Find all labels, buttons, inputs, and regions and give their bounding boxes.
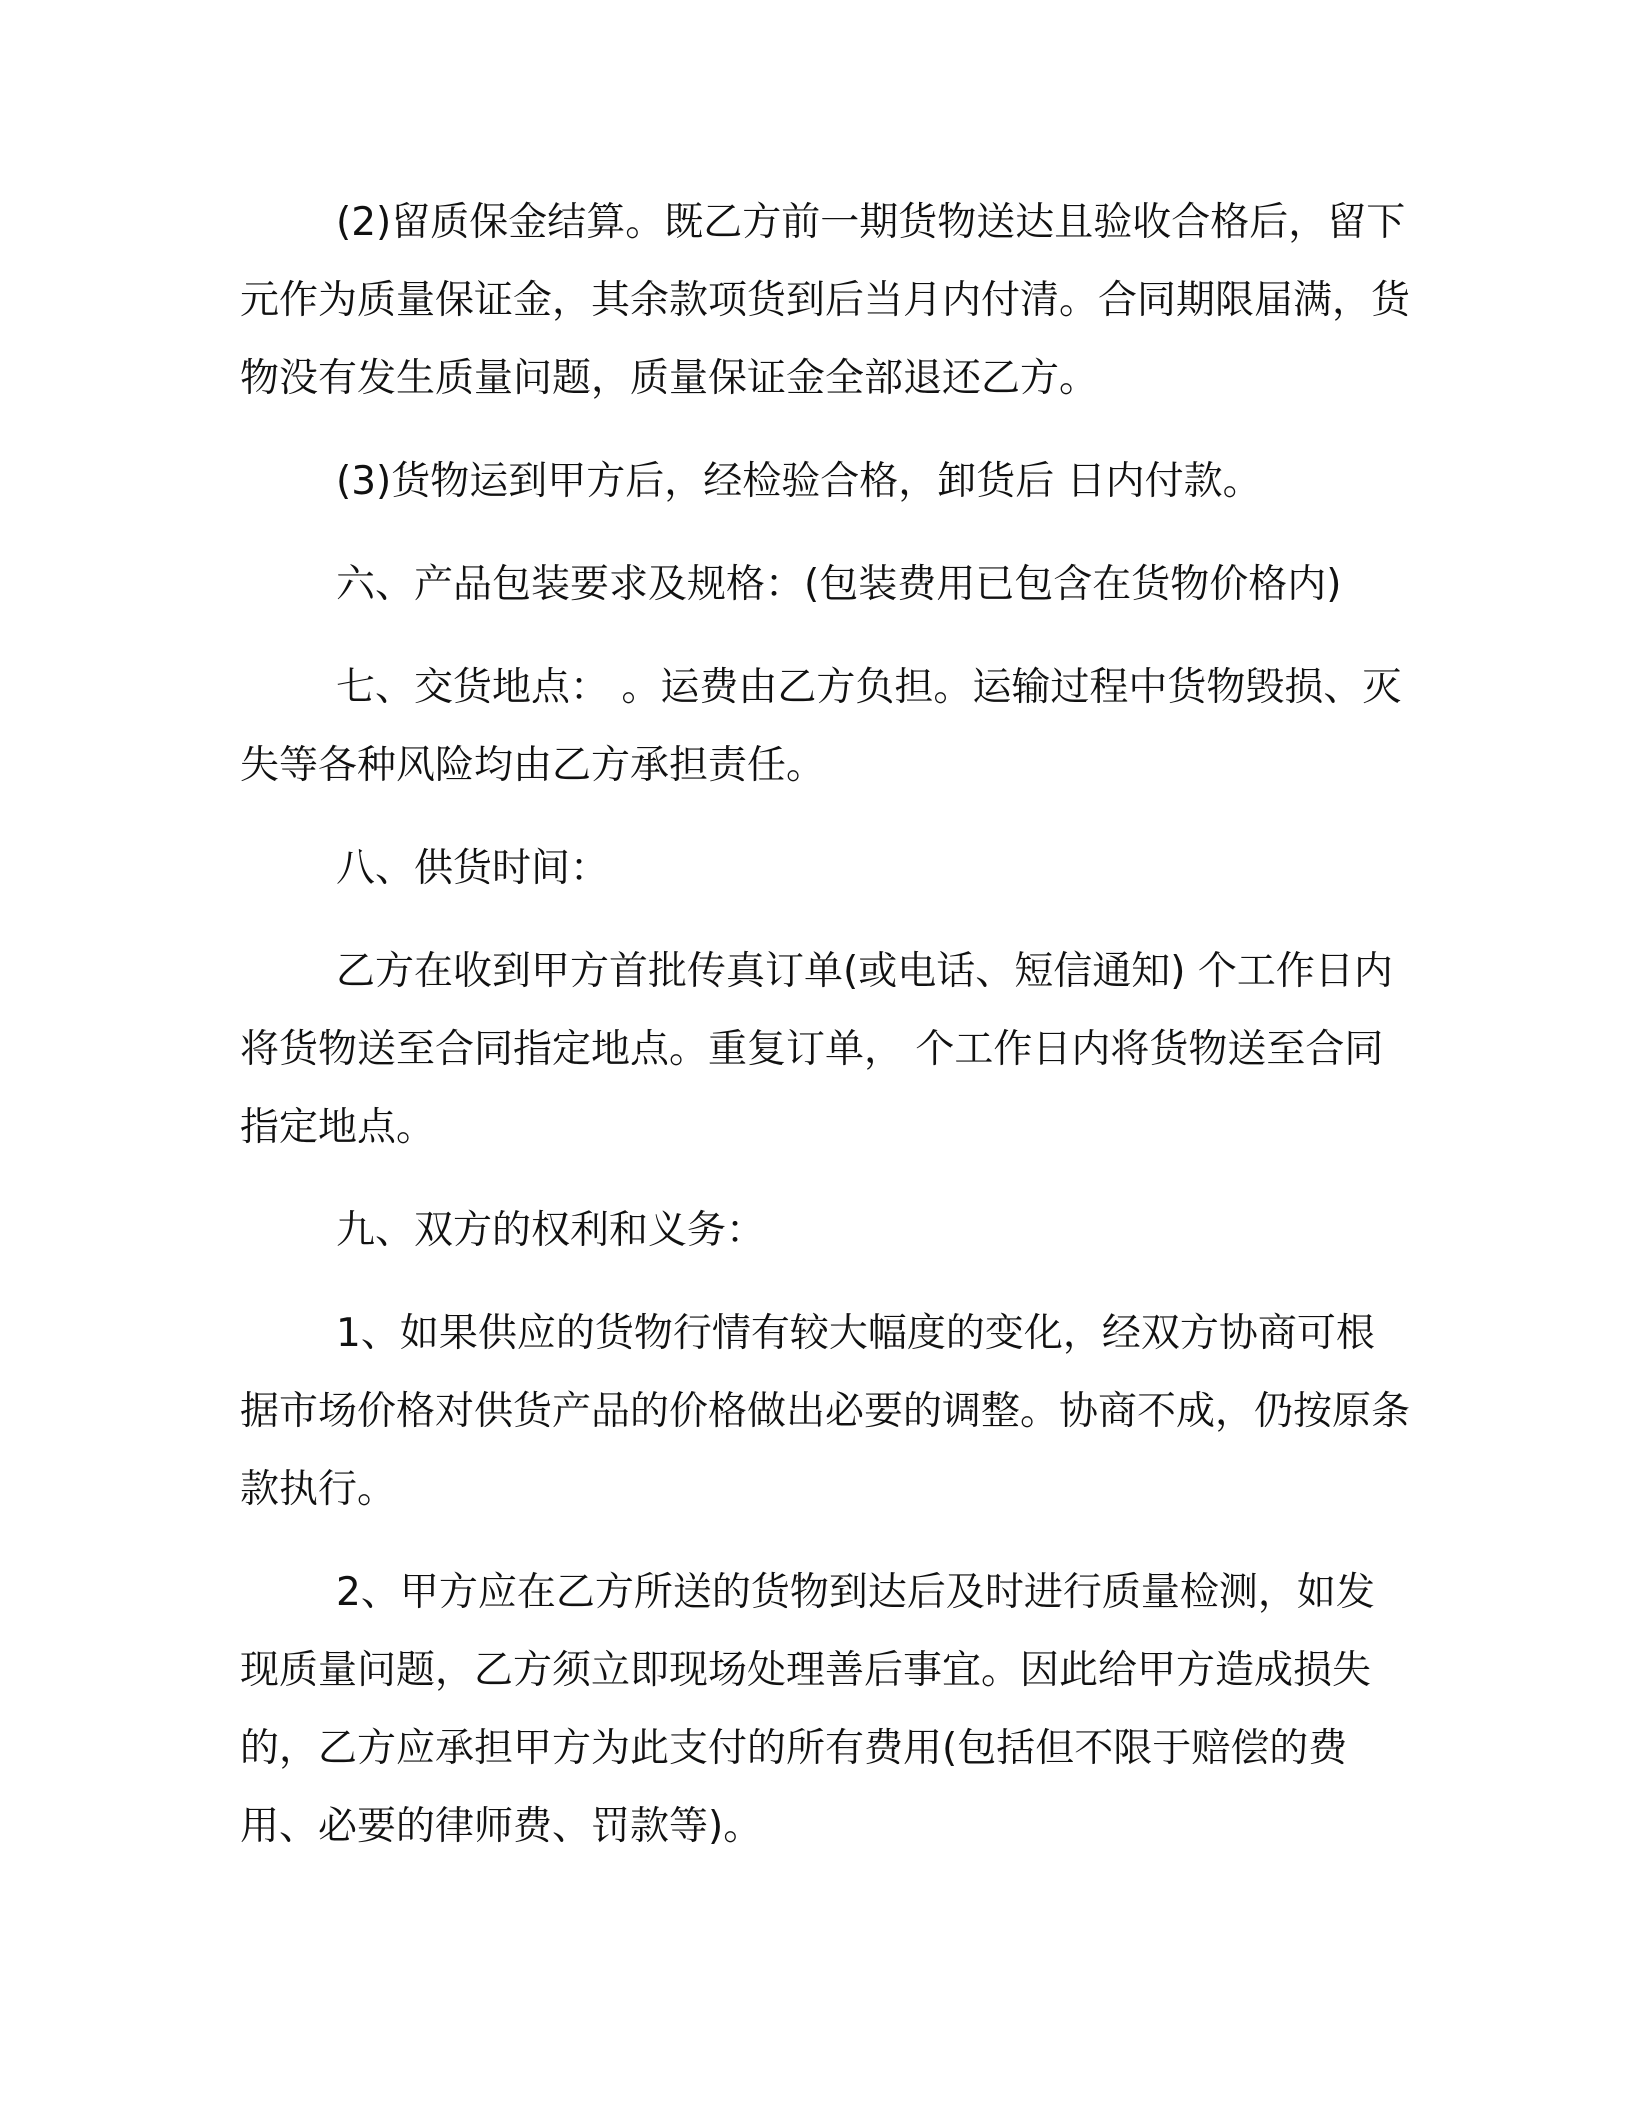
paragraph-supply-time-details: 乙方在收到甲方首批传真订单(或电话、短信通知) 个工作日内将货物送至合同指定地点。重复订单， 个工作日内将货物送至合同指定地点。: [240, 949, 1393, 1150]
paragraph-delivery-location: 七、交货地点： 。运费由乙方负担。运输过程中货物毁损、灭失等各种风险均由乙方承担责任。: [240, 665, 1402, 788]
document-body: [240, 184, 1410, 1891]
paragraph-payment-after-inspection: (3)货物运到甲方后，经检验合格，卸货后 日内付款。: [336, 459, 1262, 504]
paragraph-price-adjustment: 1、如果供应的货物行情有较大幅度的变化，经双方协商可根据市场价格对供货产品的价格做出必要的调整。协商不成，仍按原条款执行。: [240, 1311, 1411, 1512]
paragraph-rights-obligations-heading: 九、双方的权利和义务：: [336, 1208, 766, 1253]
paragraph-quality-deposit-settlement: (2)留质保金结算。既乙方前一期货物送达且验收合格后，留下 元作为质量保证金，其余款项货到后当月内付清。合同期限届满，货物没有发生质量问题，质量保证金全部退还乙方。: [240, 200, 1411, 401]
paragraph-supply-time-heading: 八、供货时间：: [336, 846, 610, 891]
paragraph-quality-inspection-liability: 2、甲方应在乙方所送的货物到达后及时进行质量检测，如发现质量问题，乙方须立即现场处理善后事宜。因此给甲方造成损失的，乙方应承担甲方为此支付的所有费用(包括但不限于赔偿的费用、必要的律师费、罚款等)。: [240, 1570, 1375, 1849]
paragraph-packaging-requirements: 六、产品包装要求及规格：(包装费用已包含在货物价格内): [336, 562, 1342, 607]
